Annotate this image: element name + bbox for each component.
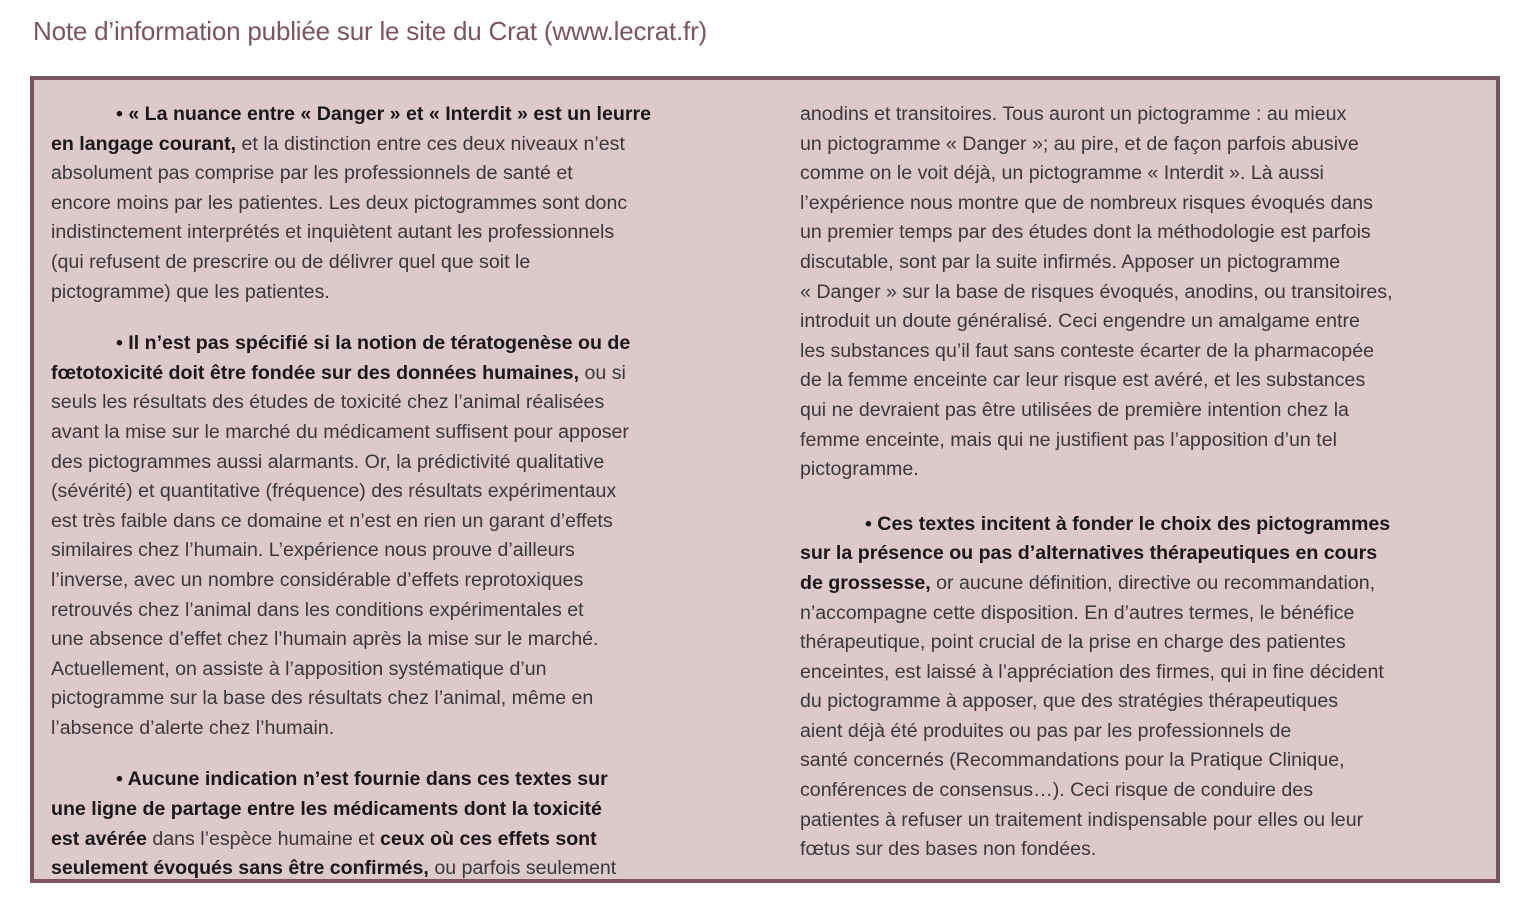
text-line: pictogramme sur la base des résultats chez l’animal, même en xyxy=(51,687,594,710)
text-line: discutable, sont par la suite infirmés. Apposer un pictogramme xyxy=(800,250,1341,273)
text-phrase: et la distinction entre ces deux niveaux n’est xyxy=(236,132,625,155)
text-line: conférences de consensus…). Ceci risque de conduire des xyxy=(800,779,1313,802)
bold-phrase: fœtotoxicité doit être fondée sur des données humaines, xyxy=(51,361,580,384)
text-line: encore moins par les patientes. Les deux pictogrammes sont donc xyxy=(51,191,628,214)
text-line: anodins et transitoires. Tous auront un pictogramme : au mieux xyxy=(800,103,1347,125)
text-line: aient déjà été produites ou pas par les professionnels de xyxy=(800,719,1292,742)
text-line: introduit un doute généralisé. Ceci engendre un amalgame entre xyxy=(800,310,1360,333)
text-line: les substances qu’il faut sans conteste écarter de la pharmacopée xyxy=(800,339,1374,362)
text-line: similaires chez l’humain. L’expérience nous prouve d’ailleurs xyxy=(51,539,575,562)
text-line: absolument pas comprise par les professionnels de santé et xyxy=(51,162,573,185)
text-line: Actuellement, on assiste à l’apposition systématique d’un xyxy=(51,657,547,680)
page-title: Note d’information publiée sur le site du Crat (www.lecrat.fr) xyxy=(33,16,707,46)
text-phrase: dans l’espèce humaine et xyxy=(146,827,380,850)
text-line xyxy=(51,130,741,160)
text-phrase: or aucune définition, directive ou recommandation, xyxy=(930,571,1376,594)
right-column xyxy=(800,100,1490,865)
bullet-heading: • « La nuance entre « Danger » et « Interdit » est un leurre xyxy=(116,103,651,125)
text-line: avant la mise sur le marché du médicament suffisent pour apposer xyxy=(51,420,629,443)
text-line: une absence d’effet chez l’humain après la mise sur le marché. xyxy=(51,628,599,651)
bold-phrase: en langage courant, xyxy=(51,132,237,155)
text-line: de la femme enceinte car leur risque est avéré, et les substances xyxy=(800,369,1366,392)
text-line: un pictogramme « Danger »; au pire, et de façon parfois abusive xyxy=(800,132,1359,155)
text-line: l’expérience nous montre que de nombreux risques évoqués dans xyxy=(800,191,1373,214)
bold-phrase: est avérée xyxy=(51,827,147,850)
paragraph-gap xyxy=(800,485,1490,510)
paragraph-nuance-danger-interdit xyxy=(51,100,741,307)
text-line: fœtus sur des bases non fondées. xyxy=(800,838,1097,861)
text-line: pictogramme. xyxy=(800,458,919,481)
paragraph-ligne-de-partage xyxy=(51,765,741,883)
text-line: indistinctement interprétés et inquiètent autant les professionnels xyxy=(51,221,615,244)
text-line xyxy=(51,825,741,855)
information-box xyxy=(30,76,1500,883)
bold-phrase: ceux où ces effets sont xyxy=(379,827,597,850)
text-line: du pictogramme à apposer, que des stratégies thérapeutiques xyxy=(800,690,1339,713)
paragraph-gap xyxy=(51,743,741,765)
text-line: un premier temps par des études dont la méthodologie est parfois xyxy=(800,221,1371,244)
text-line: comme on le voit déjà, un pictogramme « Interdit ». Là aussi xyxy=(800,162,1324,185)
text-line xyxy=(800,569,1490,599)
bullet-heading: • Aucune indication n’est fournie dans ces textes sur xyxy=(116,768,608,791)
text-line: est très faible dans ce domaine et n’est en rien un garant d’effets xyxy=(51,509,613,532)
text-line: « Danger » sur la base de risques évoqués, anodins, ou transitoires, xyxy=(800,280,1393,303)
text-line xyxy=(51,359,741,389)
bold-phrase: de grossesse, xyxy=(800,571,931,594)
text-phrase: ou parfois seulement xyxy=(428,857,617,880)
text-line: sur la présence ou pas d’alternatives thérapeutiques en cours xyxy=(800,542,1378,565)
text-line: qui ne devraient pas être utilisées de première intention chez la xyxy=(800,398,1349,421)
text-line: patientes à refuser un traitement indispensable pour elles ou leur xyxy=(800,808,1364,831)
text-line: une ligne de partage entre les médicaments dont la toxicité xyxy=(51,798,602,821)
text-line: pictogramme) que les patientes. xyxy=(51,280,330,303)
bullet-heading: • Ces textes incitent à fonder le choix des pictogrammes xyxy=(865,512,1391,535)
text-line: femme enceinte, mais qui ne justifient pas l’apposition d’un tel xyxy=(800,428,1337,451)
text-line: enceintes, est laissé à l’appréciation des firmes, qui in fine décident xyxy=(800,660,1384,683)
text-line: (sévérité) et quantitative (fréquence) des résultats expérimentaux xyxy=(51,480,617,503)
text-line: l’inverse, avec un nombre considérable d’effets reprotoxiques xyxy=(51,568,584,591)
text-line: thérapeutique, point crucial de la prise en charge des patientes xyxy=(800,631,1346,654)
text-line: (qui refusent de prescrire ou de délivrer quel que soit le xyxy=(51,250,531,273)
paragraph-continuation xyxy=(800,100,1490,485)
paragraph-teratogenese xyxy=(51,329,741,743)
paragraph-gap xyxy=(51,307,741,329)
bold-phrase: seulement évoqués sans être confirmés, xyxy=(51,857,429,880)
text-line: santé concernés (Recommandations pour la Pratique Clinique, xyxy=(800,749,1345,772)
text-phrase: ou si xyxy=(579,361,626,384)
text-line: l’absence d’alerte chez l’humain. xyxy=(51,716,335,739)
left-column xyxy=(51,100,741,884)
text-line: retrouvés chez l’animal dans les conditions expérimentales et xyxy=(51,598,584,621)
text-line: seuls les résultats des études de toxicité chez l’animal réalisées xyxy=(51,391,605,414)
bullet-heading: • Il n’est pas spécifié si la notion de tératogenèse ou de xyxy=(116,332,631,355)
text-line: n’accompagne cette disposition. En d’autres termes, le bénéfice xyxy=(800,601,1355,624)
text-line: des pictogrammes aussi alarmants. Or, la prédictivité qualitative xyxy=(51,450,605,473)
text-line xyxy=(51,854,741,884)
paragraph-alternatives-therapeutiques xyxy=(800,510,1490,865)
